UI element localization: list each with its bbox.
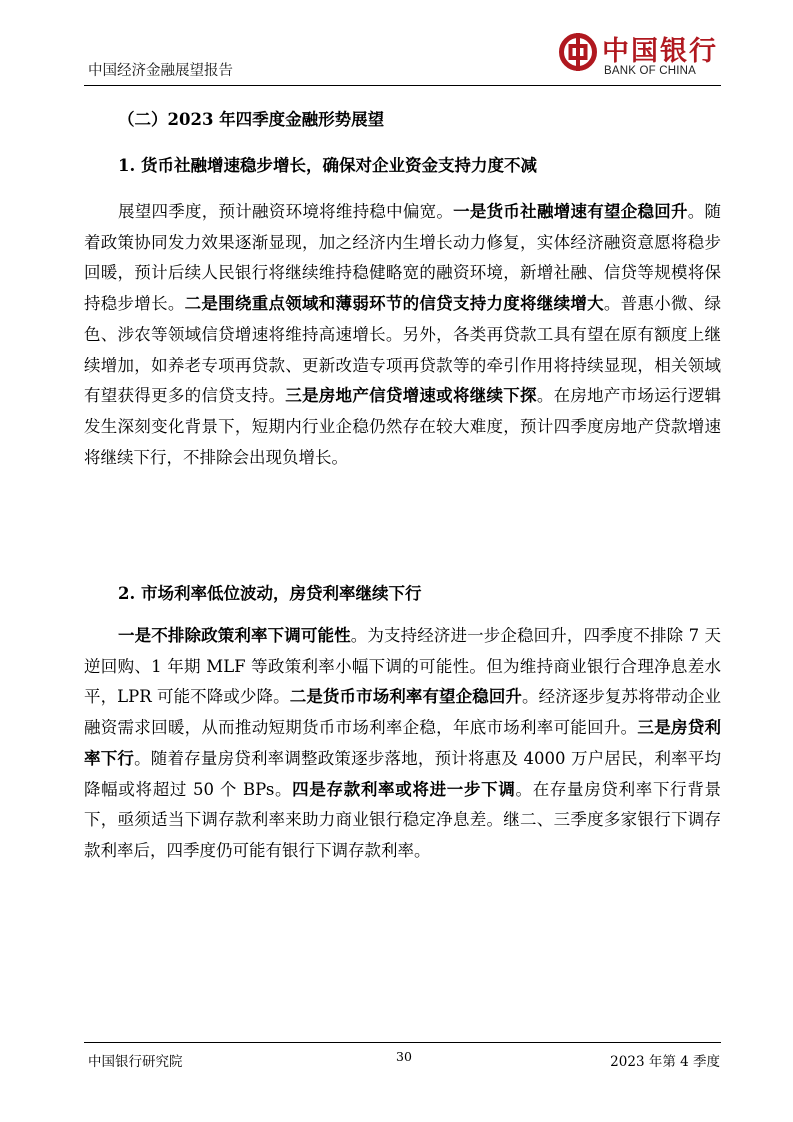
paragraph-run: 。普惠小微、绿色、涉农等领域信贷增速将维持高速增长。另外，各类再贷款工具有望在原有额度上继续增加，如养老专项再贷款、更新改造专项再贷款等的牵引作用将持续显现，相关领域有望获得更多的信贷支持。 xyxy=(84,294,722,406)
paragraph-key-point: 三是房贷利率下行 xyxy=(84,718,722,768)
paragraph-key-point: 三是房地产信贷增速或将继续下探 xyxy=(285,386,537,406)
bank-logo xyxy=(558,28,718,80)
subsection-2-paragraph xyxy=(84,621,721,867)
page-number: 30 xyxy=(396,1049,412,1064)
section-heading: （二）2023 年四季度金融形势展望 xyxy=(118,110,385,129)
paragraph-run: 。随着政策协同发力效果逐渐显现，加之经济内生增长动力修复，实体经济融资意愿将稳步回暖，预计后续人民银行将继续维持稳健略宽的融资环境，新增社融、信贷等规模将保持稳步增长。 xyxy=(84,202,722,314)
paragraph-key-point: 四是存款利率或将进一步下调 xyxy=(292,779,516,799)
paragraph-run: 。为支持经济进一步企稳回升，四季度不排除 7 天逆回购、1 年期 MLF 等政策利率小幅下调的可能性。但为维持商业银行合理净息差水平，LPR 可能不降或少降。 xyxy=(84,626,721,707)
paragraph-key-point: 一是货币社融增速有望企稳回升 xyxy=(453,202,688,221)
paragraph-run: 展望四季度，预计融资环境将维持稳中偏宽。 xyxy=(118,202,454,221)
logo-chinese-name: 中国银行 xyxy=(602,36,718,67)
subsection-2-heading: 2. 市场利率低位波动，房贷利率继续下行 xyxy=(118,584,422,603)
paragraph-key-point: 一是不排除政策利率下调可能性 xyxy=(118,626,351,645)
paragraph-run: 。在房地产市场运行逻辑发生深刻变化背景下，短期内行业企稳仍然存在较大难度，预计四季度房地产贷款增速将继续下行，不排除会出现负增长。 xyxy=(84,386,722,467)
logo-english-name: BANK OF CHINA xyxy=(604,65,697,77)
paragraph-run: 。随着存量房贷利率调整政策逐步落地，预计将惠及 4000 万户居民，利率平均降幅或将超过 50 个 BPs。 xyxy=(84,748,722,799)
paragraph-run: 。在存量房贷利率下行背景下，亟须适当下调存款利率来助力商业银行稳定净息差。继二、三季度多家银行下调存款利率后，四季度仍可能有银行下调存款利率。 xyxy=(84,779,722,860)
footer-institute: 中国银行研究院 xyxy=(88,1054,183,1070)
bank-emblem-icon xyxy=(558,32,598,72)
footer-period: 2023 年第 4 季度 xyxy=(610,1054,720,1070)
footer-divider xyxy=(84,1042,721,1043)
paragraph-key-point: 二是围绕重点领域和薄弱环节的信贷支持力度将继续增大 xyxy=(184,294,604,314)
report-title: 中国经济金融展望报告 xyxy=(88,63,233,79)
subsection-1-paragraph xyxy=(84,197,721,473)
header-divider xyxy=(84,85,721,86)
paragraph-key-point: 二是货币市场利率有望企稳回升 xyxy=(289,687,523,707)
subsection-1-heading: 1. 货币社融增速稳步增长，确保对企业资金支持力度不减 xyxy=(118,156,537,175)
paragraph-run: 。经济逐步复苏将带动企业融资需求回暖，从而推动短期货币市场利率企稳，年底市场利率可能回升。 xyxy=(84,687,722,738)
